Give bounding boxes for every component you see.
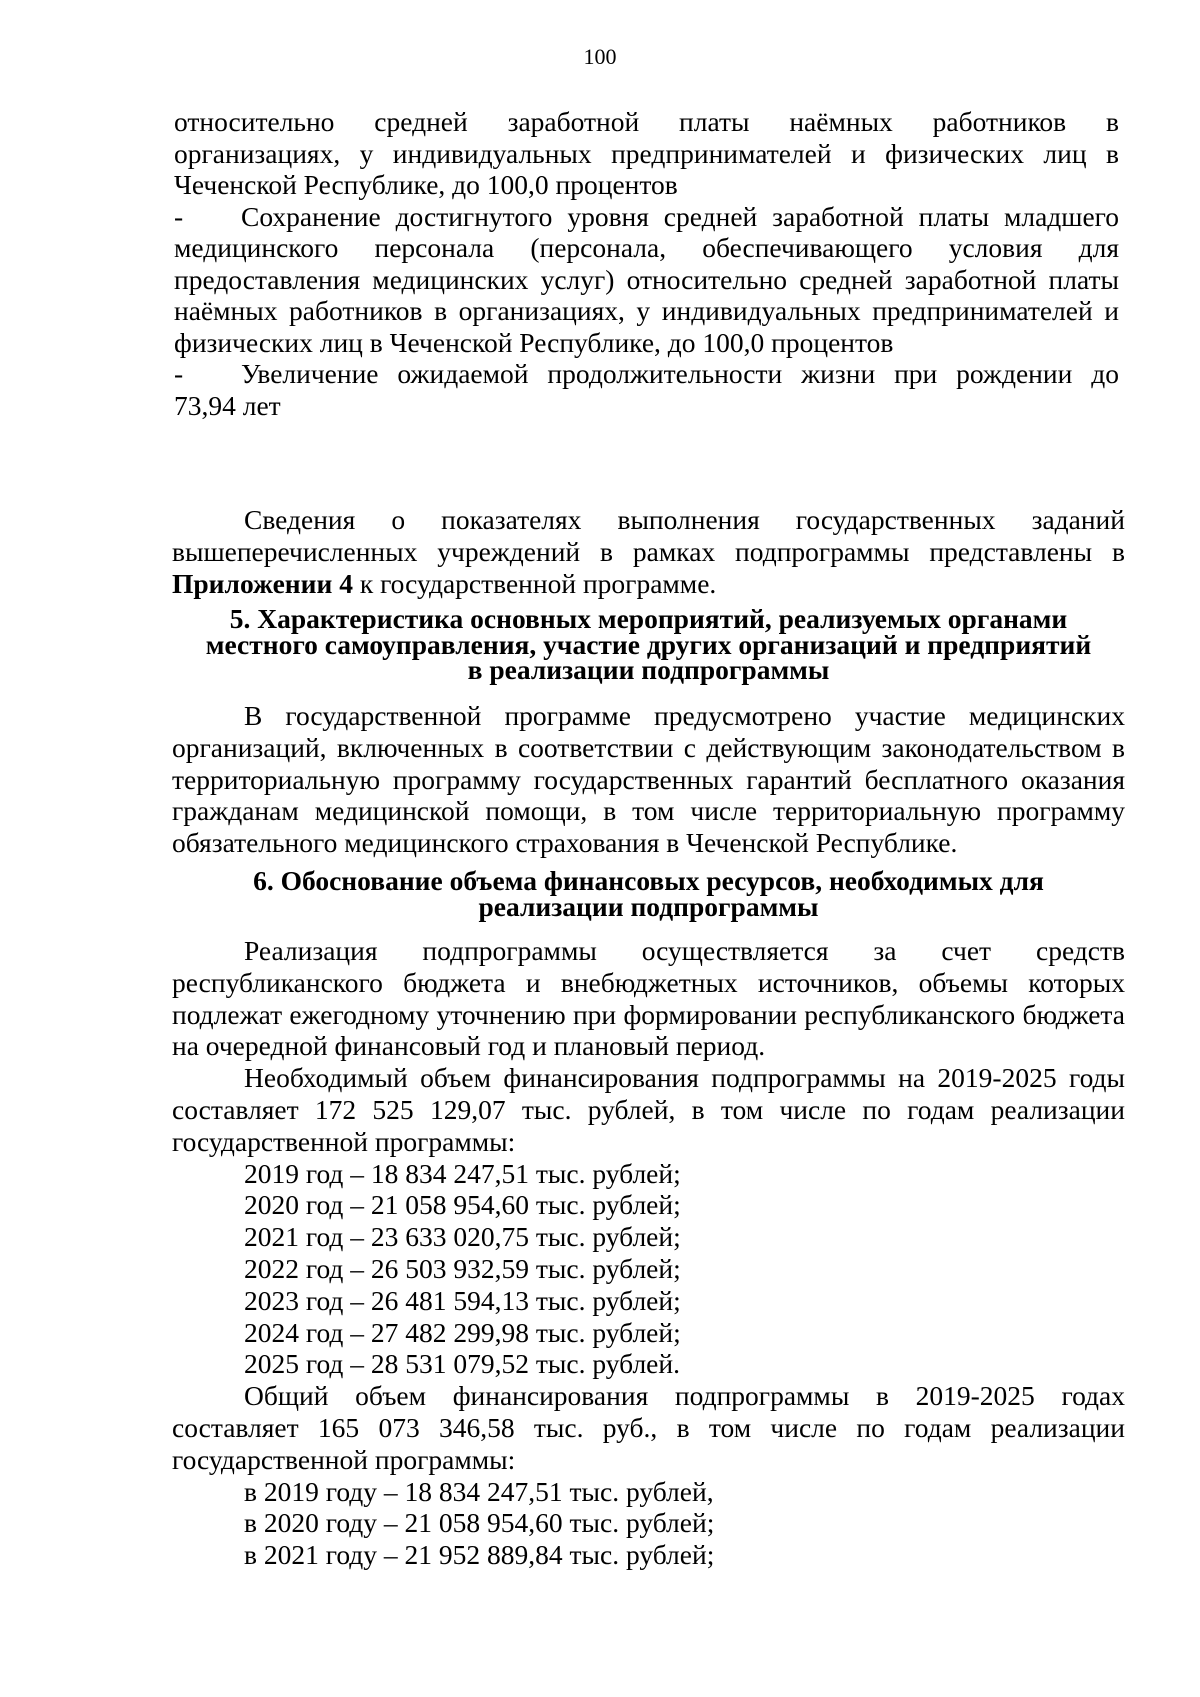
section-6-heading <box>172 865 1125 922</box>
total-funding-paragraph: Общий объем финансирования подпрограммы в 2019-2025 годах составляет 165 073 346,58 тыс. руб., в том числе по годам реализации государственной программы: <box>172 1380 1125 1475</box>
year-line: 2024 год – 27 482 299,98 тыс. рублей; <box>244 1316 681 1348</box>
section-5-paragraph <box>172 700 1125 859</box>
appendix-reference: Приложении 4 <box>172 567 353 599</box>
section-6-title-line: реализации подпрограммы <box>478 890 819 922</box>
year-line: в 2019 году – 18 834 247,51 тыс. рублей, <box>244 1475 714 1507</box>
year-line: в 2020 году – 21 058 954,60 тыс. рублей; <box>244 1507 715 1539</box>
year-line: 2021 год – 23 633 020,75 тыс. рублей; <box>244 1221 681 1253</box>
intro-line-3: Чеченской Республике, до 100,0 процентов <box>174 169 678 200</box>
funding-sources-paragraph: Реализация подпрограммы осуществляется за счет средств республиканского бюджета и внебюджетных источников, объемы которых подлежат ежегодному уточнению при формировании республиканского бюджета на очередной финансовый год и плановый период. <box>172 935 1125 1062</box>
section-6-body <box>172 935 1125 1571</box>
section-5-title-line: местного самоуправления, участие других организаций и предприятий <box>205 628 1092 660</box>
bullet-dash: - <box>174 200 184 232</box>
year-line: 2019 год – 18 834 247,51 тыс. рублей; <box>244 1157 681 1189</box>
bullet-text: медицинского персонала (персонала, обеспечивающего условия для предоставления медицинских услуг) относительно средней заработной платы наёмных работников в организациях, у индивидуальных предпринимателей и физических лиц в Чеченской Республике, до 100,0 процентов <box>174 232 1119 358</box>
bullet-item <box>174 358 1119 390</box>
info-text-end: к государственной программе. <box>352 567 717 599</box>
year-line: в 2021 году – 21 952 889,84 тыс. рублей; <box>244 1539 715 1571</box>
year-line: 2022 год – 26 503 932,59 тыс. рублей; <box>244 1252 681 1284</box>
section-5-text: В государственной программе предусмотрено участие медицинских организаций, включенных в соответствии с действующим законодательством в территориальную программу государственных гарантий бесплатного оказания гражданам медицинской помощи, в том числе территориальную программу обязательного медицинского страхования в Чеченской Республике. <box>172 700 1125 859</box>
section-5-title-line: в реализации подпрограммы <box>467 654 830 685</box>
bullet-item <box>174 201 1119 233</box>
section-5-heading <box>172 603 1125 685</box>
bullet-first-line: Сохранение достигнутого уровня средней заработной платы младшего <box>241 200 1119 232</box>
intro-block <box>174 106 1119 421</box>
bullet-first-line: Увеличение ожидаемой продолжительности жизни при рождении до <box>241 358 1119 389</box>
info-text: Сведения о показателях выполнения государственных заданий вышеперечисленных учреждений в рамках подпрограммы представлены в <box>172 504 1125 567</box>
bullet-dash: - <box>174 358 184 389</box>
year-line: 2020 год – 21 058 954,60 тыс. рублей; <box>244 1189 681 1221</box>
required-funding-paragraph: Необходимый объем финансирования подпрограммы на 2019-2025 годы составляет 172 525 129,07 тыс. рублей, в том числе по годам реализации государственной программы: <box>172 1062 1125 1157</box>
bullet-text: 73,94 лет <box>174 389 281 421</box>
section-6-title-line: 6. Обоснование объема финансовых ресурсов, необходимых для <box>253 865 1044 896</box>
intro-line-2: организациях, у индивидуальных предпринимателей и физических лиц в <box>174 137 1119 169</box>
year-line: 2023 год – 26 481 594,13 тыс. рублей; <box>244 1284 681 1316</box>
page-number: 100 <box>583 44 617 69</box>
section-5-title-line: 5. Характеристика основных мероприятий, реализуемых органами <box>229 603 1068 634</box>
info-paragraph <box>172 504 1125 599</box>
year-line: 2025 год – 28 531 079,52 тыс. рублей. <box>244 1348 680 1380</box>
intro-line-1: относительно средней заработной платы наёмных работников в <box>174 106 1119 137</box>
